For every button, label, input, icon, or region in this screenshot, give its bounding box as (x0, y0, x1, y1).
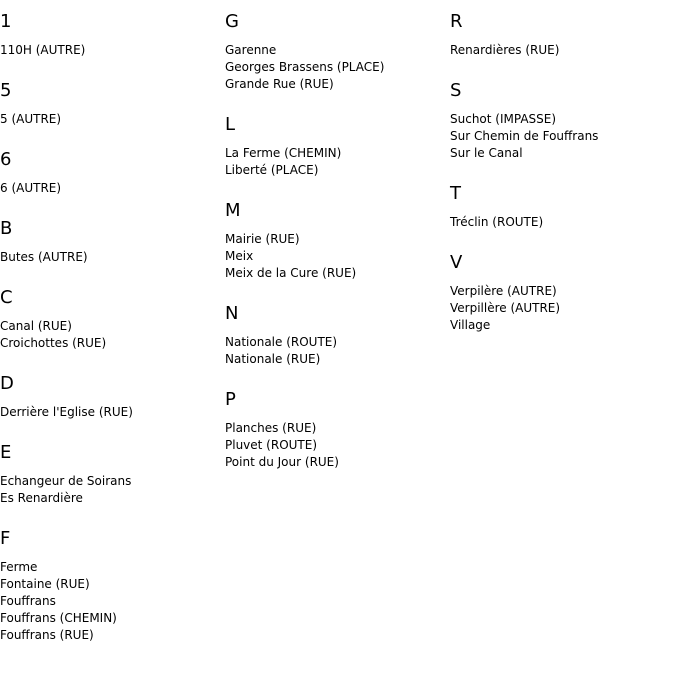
list-item (225, 231, 384, 248)
list-item (225, 437, 384, 454)
letter-heading: C (0, 287, 13, 308)
street-link[interactable]: Sur Chemin de Fouffrans (450, 129, 599, 143)
street-list (225, 42, 384, 93)
list-item (225, 42, 384, 59)
letter-group (225, 292, 384, 368)
street-link[interactable]: 6 (AUTRE) (0, 181, 62, 195)
street-link[interactable]: 110H (AUTRE) (0, 43, 86, 57)
street-link[interactable]: Meix de la Cure (RUE) (225, 266, 357, 280)
street-link[interactable]: Fouffrans (0, 594, 56, 608)
list-item (0, 404, 133, 421)
list-item (0, 490, 133, 507)
street-link[interactable]: Meix (225, 249, 254, 263)
letter-heading: F (0, 528, 11, 549)
street-link[interactable]: Nationale (ROUTE) (225, 335, 338, 349)
street-list (225, 145, 384, 179)
street-list (450, 283, 598, 334)
street-link[interactable]: Ferme (0, 560, 38, 574)
street-list (0, 42, 133, 59)
list-item (0, 42, 133, 59)
letter-group (0, 69, 133, 128)
list-item (0, 249, 133, 266)
street-link[interactable]: Canal (RUE) (0, 319, 72, 333)
street-link[interactable]: Mairie (RUE) (225, 232, 300, 246)
street-list (0, 559, 133, 644)
street-link[interactable]: Grande Rue (RUE) (225, 77, 334, 91)
street-list (0, 249, 133, 266)
street-link[interactable]: Butes (AUTRE) (0, 250, 88, 264)
street-link[interactable]: Planches (RUE) (225, 421, 317, 435)
list-item (450, 317, 598, 334)
letter-group (0, 517, 133, 644)
letter-heading: 5 (0, 80, 12, 101)
street-list (450, 214, 598, 231)
letter-heading: E (0, 442, 12, 463)
list-item (450, 283, 598, 300)
street-list (450, 111, 598, 162)
list-item (225, 145, 384, 162)
street-link[interactable]: Es Renardière (0, 491, 83, 505)
list-item (0, 593, 133, 610)
street-link[interactable]: Derrière l'Eglise (RUE) (0, 405, 133, 419)
letter-group (450, 241, 598, 334)
list-item (450, 128, 598, 145)
letter-group (450, 69, 598, 162)
letter-heading: T (450, 183, 461, 204)
street-link[interactable]: La Ferme (CHEMIN) (225, 146, 342, 160)
letter-heading: 1 (0, 11, 12, 32)
street-link[interactable]: Liberté (PLACE) (225, 163, 319, 177)
street-list (225, 334, 384, 368)
letter-group (0, 0, 133, 59)
list-item (450, 42, 598, 59)
street-link[interactable]: Echangeur de Soirans (0, 474, 132, 488)
letter-group (225, 103, 384, 179)
list-item (450, 214, 598, 231)
list-item (225, 351, 384, 368)
list-item (450, 300, 598, 317)
street-link[interactable]: Village (450, 318, 491, 332)
letter-heading: L (225, 114, 236, 135)
list-item (225, 334, 384, 351)
list-item (0, 610, 133, 627)
street-link[interactable]: Fouffrans (CHEMIN) (0, 611, 117, 625)
street-link[interactable]: Renardières (RUE) (450, 43, 560, 57)
list-item (225, 265, 384, 282)
street-link[interactable]: Point du Jour (RUE) (225, 455, 339, 469)
list-item (0, 627, 133, 644)
index-column-2 (225, 0, 384, 481)
list-item (225, 162, 384, 179)
list-item (0, 473, 133, 490)
street-list (225, 420, 384, 471)
list-item (225, 76, 384, 93)
street-list (0, 404, 133, 421)
letter-group (225, 0, 384, 93)
letter-heading: 6 (0, 149, 12, 170)
letter-group (0, 362, 133, 421)
street-link[interactable]: Fouffrans (RUE) (0, 628, 94, 642)
list-item (0, 318, 133, 335)
street-link[interactable]: Sur le Canal (450, 146, 523, 160)
list-item (0, 111, 133, 128)
letter-group (450, 172, 598, 231)
street-link[interactable]: Suchot (IMPASSE) (450, 112, 557, 126)
street-link[interactable]: Verpillère (AUTRE) (450, 301, 561, 315)
list-item (0, 335, 133, 352)
street-link[interactable]: Garenne (225, 43, 277, 57)
letter-heading: P (225, 389, 236, 410)
letter-heading: N (225, 303, 239, 324)
list-item (0, 180, 133, 197)
list-item (0, 559, 133, 576)
letter-group (0, 138, 133, 197)
street-link[interactable]: Nationale (RUE) (225, 352, 321, 366)
street-list (450, 42, 598, 59)
street-link[interactable]: Pluvet (ROUTE) (225, 438, 318, 452)
street-list (0, 473, 133, 507)
street-list (0, 111, 133, 128)
letter-heading: R (450, 11, 463, 32)
letter-group (0, 207, 133, 266)
street-link[interactable]: Croichottes (RUE) (0, 336, 107, 350)
street-link[interactable]: Fontaine (RUE) (0, 577, 90, 591)
letter-heading: D (0, 373, 14, 394)
street-link[interactable]: 5 (AUTRE) (0, 112, 62, 126)
street-list (225, 231, 384, 282)
street-link[interactable]: Georges Brassens (PLACE) (225, 60, 385, 74)
letter-heading: B (0, 218, 13, 239)
street-link[interactable]: Verpilère (AUTRE) (450, 284, 557, 298)
list-item (225, 248, 384, 265)
letter-group (450, 0, 598, 59)
index-column-3 (450, 0, 598, 344)
street-list (0, 318, 133, 352)
list-item (450, 145, 598, 162)
letter-heading: V (450, 252, 463, 273)
letter-heading: M (225, 200, 241, 221)
letter-heading: S (450, 80, 462, 101)
list-item (0, 576, 133, 593)
street-link[interactable]: Tréclin (ROUTE) (450, 215, 544, 229)
letter-heading: G (225, 11, 239, 32)
letter-group (0, 276, 133, 352)
letter-group (0, 431, 133, 507)
index-column-1 (0, 0, 133, 654)
list-item (225, 59, 384, 76)
letter-group (225, 189, 384, 282)
list-item (450, 111, 598, 128)
list-item (225, 420, 384, 437)
list-item (225, 454, 384, 471)
street-list (0, 180, 133, 197)
letter-group (225, 378, 384, 471)
